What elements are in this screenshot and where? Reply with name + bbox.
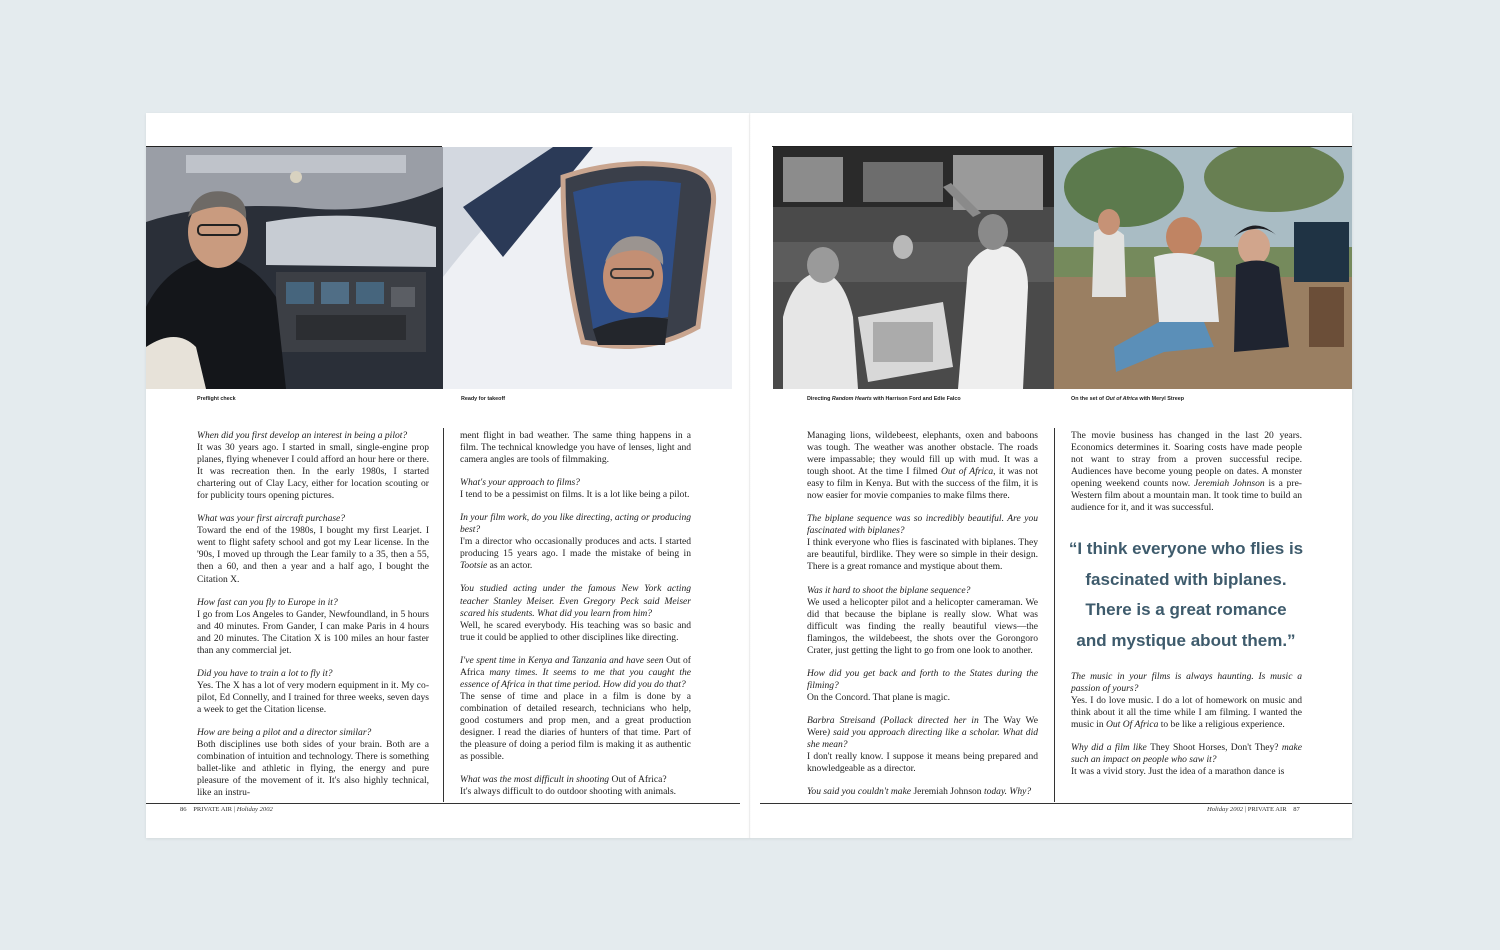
answer: Both disciplines use both sides of your brain. Both are a combination of intuition and technology. There is something ballet-like and athletic in flying, the energy and pure pleasure of the movement of it. It's also highly technical, like an instru- xyxy=(197,739,429,799)
article-column-4 xyxy=(1071,430,1302,525)
column-divider xyxy=(1054,428,1055,802)
question: Barbra Streisand (Pollack directed her in The Way We Were) said you approach directing like a scholar. What did she mean? xyxy=(807,714,1038,751)
answer: The movie business has changed in the last 20 years. Economics determines it. Soaring costs have made people not want to stray from a proven successful recipe. Audiences have become young people on dates. A monster opening weekend counts now. Jeremiah Johnson is a pre-Western film about a mountain man. It took time to build an audience for it, and it was successful. xyxy=(1071,430,1302,514)
question: You said you couldn't make Jeremiah Johnson today. Why? xyxy=(807,786,1032,798)
left-folio: 86 PRIVATE AIR | Holiday 2002 xyxy=(180,806,273,813)
question: How did you get back and forth to the States during the filming? xyxy=(807,667,1038,691)
answer: It was a vivid story. Just the idea of a marathon dance is xyxy=(1071,766,1285,778)
answer: It was 30 years ago. I started in small, single-engine prop planes, flying whenever I could afford an hour here or there. It was recreation then. In the early 1980s, I started chartering out of Clay Lacy, either for location scouting or for publicity tours opening pictures. xyxy=(197,442,429,502)
jet-window-portrait-photo xyxy=(443,147,732,389)
article-column-3 xyxy=(807,430,1038,798)
photo-caption: Ready for takeoff xyxy=(461,396,506,402)
magazine-name: PRIVATE AIR xyxy=(193,806,233,813)
answer: ment flight in bad weather. The same thing happens in a film. The technical knowledge you have of lenses, light and camera angles are tools of filmmaking. xyxy=(460,430,691,466)
question: I've spent time in Kenya and Tanzania and have seen Out of Africa many times. It seems to me that you caught the essence of Africa in that time period. How did you do that? xyxy=(460,654,691,690)
question: Was it hard to shoot the biplane sequence? xyxy=(807,584,971,596)
cockpit-portrait-photo xyxy=(146,147,443,389)
question: The biplane sequence was so incredibly beautiful. Are you fascinated with biplanes? xyxy=(807,513,1038,537)
answer: It's always difficult to do outdoor shooting with animals. xyxy=(460,786,677,798)
article-column-2 xyxy=(460,430,691,798)
pull-quote: “I think everyone who flies is fascinated with biplanes. There is a great romance and mystique about them.” xyxy=(1068,539,1304,650)
spine-gutter xyxy=(749,113,751,838)
question: In your film work, do you like directing, acting or producing best? xyxy=(460,512,691,536)
question: How fast can you fly to Europe in it? xyxy=(197,596,338,608)
page-number: 86 xyxy=(180,806,187,813)
question: What was the most difficult in shooting Out of Africa? xyxy=(460,774,667,786)
question: What was your first aircraft purchase? xyxy=(197,513,346,525)
article-column-4-continued xyxy=(1071,671,1302,778)
answer: I tend to be a pessimist on films. It is a lot like being a pilot. xyxy=(460,489,690,501)
question: The music in your films is always haunting. Is music a passion of yours? xyxy=(1071,671,1302,695)
footer-rule xyxy=(146,803,740,804)
answer: The sense of time and place in a film is done by a combination of detailed research, technicians who help, good costumers and prop men, and a great production designer. I read the diaries of hunters of that time. Part of the pleasure of doing a period film is making it as authentic as possible. xyxy=(460,690,691,763)
page-number: 87 xyxy=(1293,806,1300,813)
answer: Yes. I do love music. I do a lot of homework on music and think about it all the time while I am filming. I wanted the music in Out Of Africa to be like a religious experience. xyxy=(1071,695,1302,731)
footer-rule xyxy=(760,803,1352,804)
answer: Toward the end of the 1980s, I bought my first Learjet. I went to flight safety school and got my Lear license. In the '90s, I moved up through the Lear family to a 35, then a 55, then a 60, and then a year and a half ago, I bought the Citation X. xyxy=(197,525,429,585)
question: Did you have to train a lot to fly it? xyxy=(197,667,333,679)
column-divider xyxy=(443,428,444,802)
photo-caption: On the set of Out of Africa with Meryl Streep xyxy=(1071,396,1185,402)
photo-caption: Preflight check xyxy=(197,396,236,402)
issue-name: Holiday 2002 xyxy=(236,806,273,813)
answer: I'm a director who occasionally produces and acts. I started producing 15 years ago. I made the mistake of being in Tootsie as an actor. xyxy=(460,536,691,572)
answer: On the Concord. That plane is magic. xyxy=(807,691,950,703)
film-set-outdoor-photo xyxy=(1054,147,1352,389)
answer: I don't really know. I suppose it means being prepared and knowledgeable as a director. xyxy=(807,751,1038,775)
answer: We used a helicopter pilot and a helicopter cameraman. We did that because the biplane is really slow. What was difficult was finding the really beautiful views—the flamingos, the wildebeest, the shots over the Gorongoro Crater, just getting the light to go from one look to another. xyxy=(807,596,1038,656)
question: You studied acting under the famous New York acting teacher Stanley Meiser. Even Gregory Peck said Meiser scared his students. What did you learn from him? xyxy=(460,583,691,619)
question: Why did a film like They Shoot Horses, Don't They? make such an impact on people who saw it? xyxy=(1071,742,1303,766)
film-office-bw-photo xyxy=(773,147,1054,389)
article-column-1 xyxy=(197,430,429,799)
answer: Managing lions, wildebeest, elephants, oxen and baboons was tough. The weather was another obstacle. The roads were impassable; they would fill up with mud. It was a tough shoot. At the time I filmed Out of Africa, it was not easy to film in Kenya. But with the success of the film, it is now easier for movie companies to make films there. xyxy=(807,430,1038,502)
issue-name: Holiday 2002 xyxy=(1207,806,1244,813)
answer: Well, he scared everybody. His teaching was so basic and true it could be applied to other disciplines like directing. xyxy=(460,619,691,643)
answer: I think everyone who flies is fascinated with biplanes. They are beautiful, birdlike. They were so simple in their design. There is a great romance and mystique about them. xyxy=(807,537,1038,573)
magazine-name: PRIVATE AIR xyxy=(1247,806,1287,813)
right-folio: Holiday 2002 | PRIVATE AIR 87 xyxy=(1207,806,1300,813)
question: How are being a pilot and a director similar? xyxy=(197,726,372,738)
question: What's your approach to films? xyxy=(460,477,580,489)
answer: Yes. The X has a lot of very modern equipment in it. My co-pilot, Ed Connelly, and I trained for three weeks, seven days a week to get the Citation license. xyxy=(197,679,429,715)
photo-caption: Directing Random Hearts with Harrison Ford and Edie Falco xyxy=(807,396,961,402)
answer: I go from Los Angeles to Gander, Newfoundland, in 5 hours and 40 minutes. From Gander, I can make Paris in 4 hours and 20 minutes. The Citation X is 100 miles an hour faster than any commercial jet. xyxy=(197,608,429,656)
question: When did you first develop an interest in being a pilot? xyxy=(197,430,408,441)
